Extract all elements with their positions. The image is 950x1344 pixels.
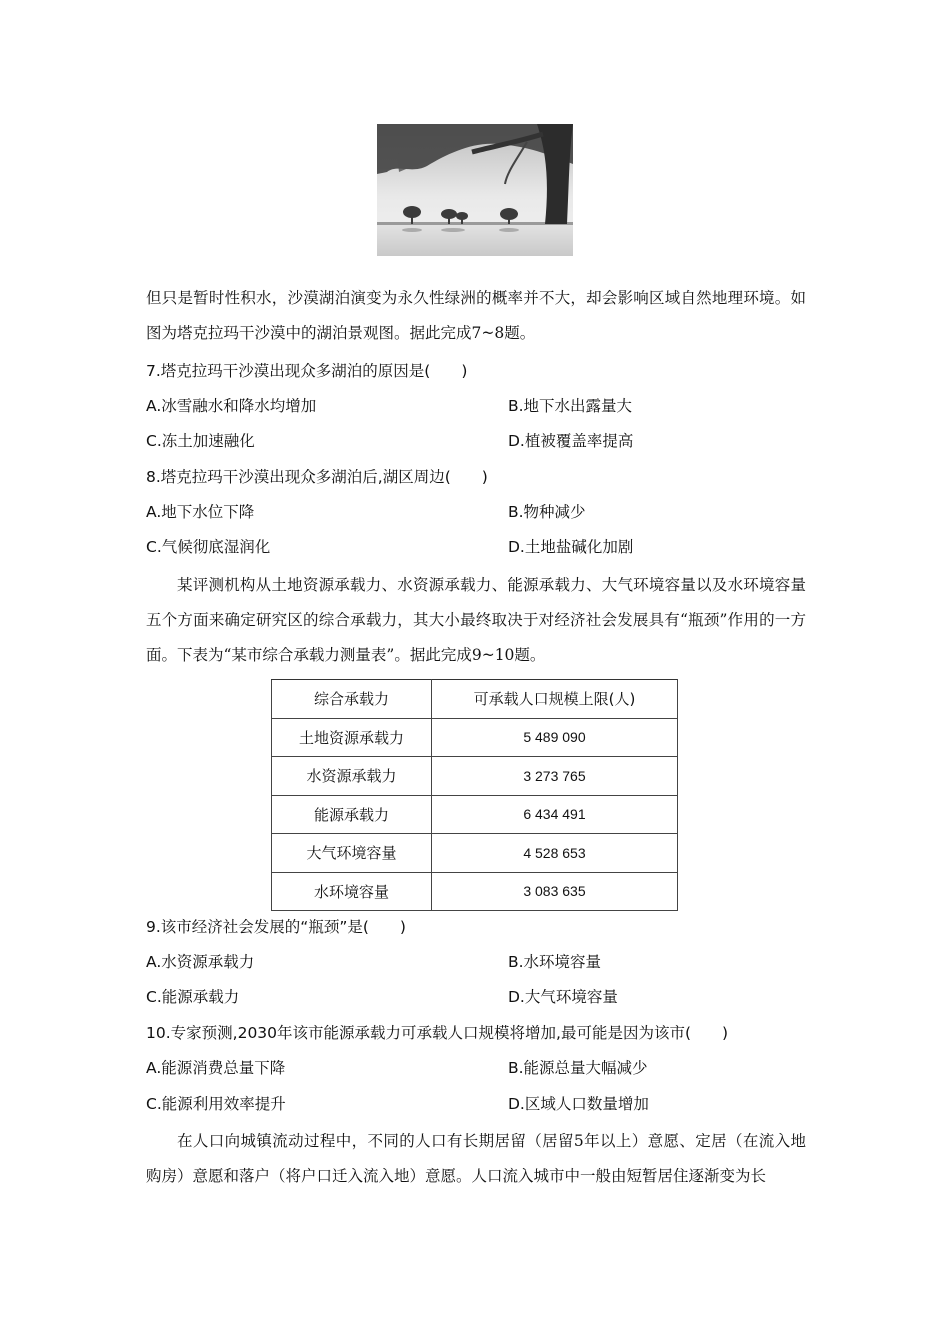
context-paragraph-3: 在人口向城镇流动过程中，不同的人口有长期居留（居留5年以上）意愿、定居（在流入地购房）意愿和落户（将户口迁入流入地）意愿。人口流入城市中一般由短暂居住逐渐变为长 — [146, 1132, 806, 1185]
table-cell: 土地资源承载力 — [272, 718, 432, 757]
question-8-option-d[interactable]: D.土地盐碱化加剧 — [508, 538, 634, 556]
table-cell: 水环境容量 — [272, 872, 432, 911]
question-8-option-a[interactable]: A.地下水位下降 — [146, 503, 255, 521]
question-8-option-c[interactable]: C.气候彻底湿润化 — [146, 538, 271, 556]
question-7-option-a[interactable]: A.冰雪融水和降水均增加 — [146, 397, 317, 415]
question-9-option-d[interactable]: D.大气环境容量 — [508, 988, 618, 1006]
question-7-option-c[interactable]: C.冻土加速融化 — [146, 432, 255, 450]
table-cell: 4 528 653 — [432, 834, 678, 873]
question-10-stem: 10.专家预测,2030年该市能源承载力可承载人口规模将增加,最可能是因为该市( ) — [146, 1024, 729, 1042]
question-9-option-c[interactable]: C.能源承载力 — [146, 988, 240, 1006]
table-cell: 能源承载力 — [272, 795, 432, 834]
table-header-cell: 综合承载力 — [272, 680, 432, 719]
question-7-option-b[interactable]: B.地下水出露量大 — [508, 397, 633, 415]
lake-landscape-photo — [377, 124, 573, 256]
question-10-option-b[interactable]: B.能源总量大幅减少 — [508, 1059, 648, 1077]
question-7-stem: 7.塔克拉玛干沙漠出现众多湖泊的原因是( ) — [146, 362, 468, 380]
table-header-cell: 可承载人口规模上限(人) — [432, 680, 678, 719]
question-8-stem: 8.塔克拉玛干沙漠出现众多湖泊后,湖区周边( ) — [146, 468, 488, 486]
table-row — [272, 872, 678, 911]
question-10-option-d[interactable]: D.区域人口数量增加 — [508, 1095, 649, 1113]
question-10-option-a[interactable]: A.能源消费总量下降 — [146, 1059, 286, 1077]
table-cell: 大气环境容量 — [272, 834, 432, 873]
table-cell: 3 273 765 — [432, 757, 678, 796]
table-row — [272, 795, 678, 834]
table-cell: 3 083 635 — [432, 872, 678, 911]
table-row — [272, 718, 678, 757]
question-9-stem: 9.该市经济社会发展的“瓶颈”是( ) — [146, 918, 406, 936]
table-cell: 水资源承载力 — [272, 757, 432, 796]
capacity-table — [271, 679, 678, 911]
context-paragraph-2: 某评测机构从土地资源承载力、水资源承载力、能源承载力、大气环境容量以及水环境容量五个方面来确定研究区的综合承载力，其大小最终取决于对经济社会发展具有“瓶颈”作用的一方面。下表为“某市综合承载力测量表”。据此完成9~10题。 — [146, 576, 806, 664]
table-row — [272, 834, 678, 873]
question-10-option-c[interactable]: C.能源利用效率提升 — [146, 1095, 286, 1113]
table-cell: 5 489 090 — [432, 718, 678, 757]
question-9-option-a[interactable]: A.水资源承载力 — [146, 953, 255, 971]
table-cell: 6 434 491 — [432, 795, 678, 834]
question-9-option-b[interactable]: B.水环境容量 — [508, 953, 602, 971]
table-header-row — [272, 680, 678, 719]
question-8-option-b[interactable]: B.物种减少 — [508, 503, 586, 521]
table-row — [272, 757, 678, 796]
question-7-option-d[interactable]: D.植被覆盖率提高 — [508, 432, 634, 450]
intro-paragraph: 但只是暂时性积水，沙漠湖泊演变为永久性绿洲的概率并不大，却会影响区域自然地理环境。如图为塔克拉玛干沙漠中的湖泊景观图。据此完成7~8题。 — [146, 289, 806, 342]
